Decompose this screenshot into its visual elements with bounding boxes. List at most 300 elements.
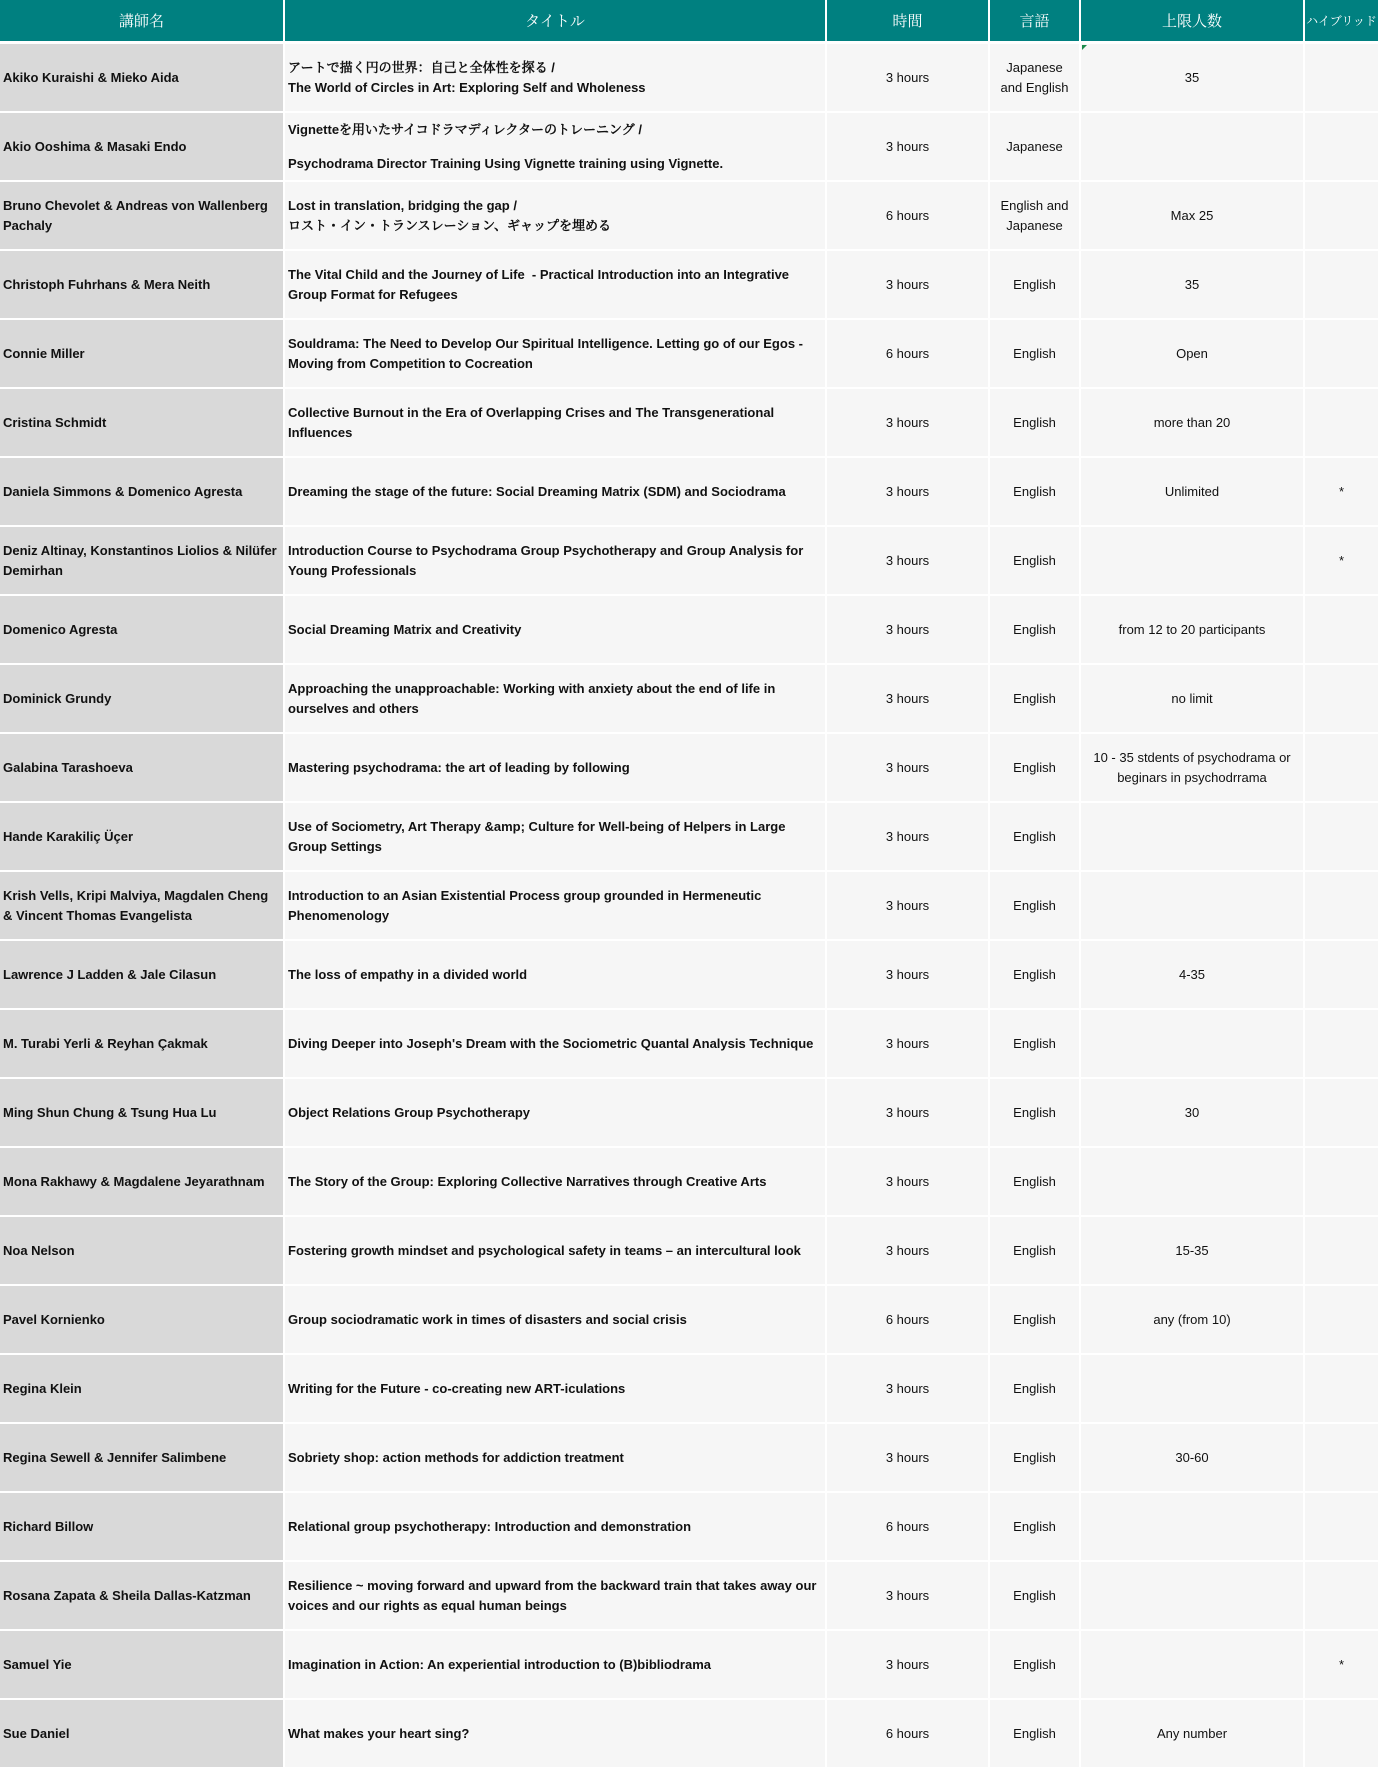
title-line-1: Object Relations Group Psychotherapy — [288, 1104, 530, 1120]
instructor-name-cell — [0, 665, 285, 734]
title-cell — [285, 113, 827, 182]
limit-cell — [1081, 44, 1305, 113]
instructor-name: Galabina Tarashoeva — [3, 759, 133, 775]
hybrid-cell — [1305, 527, 1380, 596]
time-value: 6 hours — [885, 345, 930, 361]
instructor-name-cell — [0, 527, 285, 596]
table-row — [0, 734, 1380, 803]
instructor-name: Noa Nelson — [3, 1242, 75, 1258]
header-language: 言語 — [990, 0, 1081, 44]
time-value: 6 hours — [885, 1311, 930, 1327]
instructor-name-cell — [0, 251, 285, 320]
limit-value: 15-35 — [1175, 1242, 1209, 1258]
instructor-name: Akio Ooshima & Masaki Endo — [3, 138, 187, 154]
time-cell — [827, 872, 990, 941]
limit-cell — [1081, 458, 1305, 527]
language-value: English — [1013, 759, 1056, 775]
title-cell — [285, 941, 827, 1010]
limit-value: 35 — [1184, 69, 1200, 85]
title-line-2: Psychodrama Director Training Using Vignette training using Vignette. — [288, 155, 724, 171]
instructor-name-cell — [0, 1355, 285, 1424]
title-spacer — [288, 140, 821, 154]
title-cell — [285, 1562, 827, 1631]
instructor-name-cell — [0, 803, 285, 872]
time-value: 3 hours — [885, 690, 930, 706]
time-value: 6 hours — [885, 207, 930, 223]
hybrid-cell — [1305, 458, 1380, 527]
table-row — [0, 458, 1380, 527]
instructor-name: M. Turabi Yerli & Reyhan Çakmak — [3, 1035, 208, 1051]
instructor-name: Akiko Kuraishi & Mieko Aida — [3, 69, 179, 85]
title-cell — [285, 1148, 827, 1217]
time-value: 3 hours — [885, 966, 930, 982]
limit-value: 30 — [1184, 1104, 1200, 1120]
hybrid-cell — [1305, 113, 1380, 182]
instructor-name-cell — [0, 113, 285, 182]
time-cell — [827, 734, 990, 803]
instructor-name-cell — [0, 1148, 285, 1217]
time-value: 3 hours — [885, 1587, 930, 1603]
limit-cell — [1081, 803, 1305, 872]
language-value: English — [1013, 1587, 1056, 1603]
instructor-name-cell — [0, 1424, 285, 1493]
instructor-name: Daniela Simmons & Domenico Agresta — [3, 483, 243, 499]
title-cell — [285, 44, 827, 113]
language-value: English — [1013, 552, 1056, 568]
title-cell — [285, 1424, 827, 1493]
table-row — [0, 941, 1380, 1010]
limit-cell — [1081, 1631, 1305, 1700]
limit-value: 10 - 35 stdents of psychodrama or beginars in psychodrrama — [1093, 749, 1291, 785]
title-line-1: Introduction Course to Psychodrama Group Psychotherapy and Group Analysis for Young Professionals — [288, 542, 807, 578]
table-body — [0, 44, 1380, 1769]
language-value: English — [1013, 621, 1056, 637]
limit-value: 35 — [1184, 276, 1200, 292]
table-row — [0, 1217, 1380, 1286]
instructor-name: Sue Daniel — [3, 1725, 70, 1741]
instructor-name: Samuel Yie — [3, 1656, 72, 1672]
title-cell — [285, 182, 827, 251]
table-row — [0, 803, 1380, 872]
language-value: Japanese and English — [1000, 59, 1069, 95]
table-row — [0, 872, 1380, 941]
header-row — [0, 0, 1380, 44]
header-time: 時間 — [827, 0, 990, 44]
instructor-name-cell — [0, 1631, 285, 1700]
hybrid-cell — [1305, 1700, 1380, 1769]
table-row — [0, 251, 1380, 320]
hybrid-cell — [1305, 1148, 1380, 1217]
limit-value: no limit — [1171, 690, 1213, 706]
time-value: 3 hours — [885, 1449, 930, 1465]
limit-value: Any number — [1156, 1725, 1228, 1741]
language-cell — [990, 458, 1081, 527]
language-cell — [990, 734, 1081, 803]
table-header — [0, 0, 1380, 44]
time-value: 3 hours — [885, 138, 930, 154]
instructor-name: Christoph Fuhrhans & Mera Neith — [3, 276, 211, 292]
instructor-name-cell — [0, 1079, 285, 1148]
limit-cell — [1081, 596, 1305, 665]
instructor-name-cell — [0, 44, 285, 113]
time-value: 6 hours — [885, 1725, 930, 1741]
limit-cell — [1081, 734, 1305, 803]
table-row — [0, 182, 1380, 251]
instructor-name-cell — [0, 1217, 285, 1286]
hybrid-marker: * — [1338, 1656, 1345, 1672]
title-line-1: Lost in translation, bridging the gap / — [288, 197, 517, 213]
language-cell — [990, 1700, 1081, 1769]
title-line-1: Souldrama: The Need to Develop Our Spiritual Intelligence. Letting go of our Egos - Moving from Competition to Cocreation — [288, 335, 807, 371]
time-value: 3 hours — [885, 276, 930, 292]
language-cell — [990, 1217, 1081, 1286]
time-cell — [827, 1700, 990, 1769]
time-value: 3 hours — [885, 1380, 930, 1396]
limit-cell — [1081, 320, 1305, 389]
title-cell — [285, 389, 827, 458]
language-value: English — [1013, 1656, 1056, 1672]
hybrid-cell — [1305, 251, 1380, 320]
time-cell — [827, 803, 990, 872]
language-value: Japanese — [1006, 138, 1063, 154]
title-line-1: Social Dreaming Matrix and Creativity — [288, 621, 522, 637]
language-value: English — [1013, 1104, 1056, 1120]
title-line-1: The Story of the Group: Exploring Collective Narratives through Creative Arts — [288, 1173, 767, 1189]
limit-cell — [1081, 1079, 1305, 1148]
table-row — [0, 389, 1380, 458]
time-cell — [827, 44, 990, 113]
instructor-name-cell — [0, 734, 285, 803]
instructor-name: Pavel Kornienko — [3, 1311, 105, 1327]
table-row — [0, 1700, 1380, 1769]
title-line-1: Group sociodramatic work in times of disasters and social crisis — [288, 1311, 687, 1327]
time-cell — [827, 182, 990, 251]
limit-value: more than 20 — [1153, 414, 1231, 430]
table-row — [0, 1010, 1380, 1079]
language-cell — [990, 872, 1081, 941]
instructor-name: Regina Klein — [3, 1380, 82, 1396]
table-row — [0, 1493, 1380, 1562]
hybrid-cell — [1305, 44, 1380, 113]
title-line-1: Resilience ~ moving forward and upward from the backward train that takes away our voices and our rights as equal human beings — [288, 1577, 821, 1613]
limit-value: 4-35 — [1178, 966, 1206, 982]
language-value: English — [1013, 1173, 1056, 1189]
language-cell — [990, 527, 1081, 596]
instructor-name: Ming Shun Chung & Tsung Hua Lu — [3, 1104, 217, 1120]
instructor-name: Domenico Agresta — [3, 621, 118, 637]
time-value: 6 hours — [885, 1518, 930, 1534]
instructor-name: Richard Billow — [3, 1518, 94, 1534]
time-cell — [827, 320, 990, 389]
language-cell — [990, 113, 1081, 182]
time-value: 3 hours — [885, 621, 930, 637]
table-row — [0, 1424, 1380, 1493]
title-line-1: The Vital Child and the Journey of Life - Practical Introduction into an Integrative Group Format for Refugees — [288, 266, 793, 302]
title-cell — [285, 1079, 827, 1148]
header-limit: 上限人数 — [1081, 0, 1305, 44]
title-line-1: Mastering psychodrama: the art of leading by following — [288, 759, 630, 775]
hybrid-cell — [1305, 1631, 1380, 1700]
language-value: English — [1013, 690, 1056, 706]
instructor-name-cell — [0, 389, 285, 458]
instructor-name: Hande Karakiliç Üçer — [3, 828, 134, 844]
title-cell — [285, 803, 827, 872]
header-name: 講師名 — [0, 0, 285, 44]
hybrid-cell — [1305, 1010, 1380, 1079]
hybrid-cell — [1305, 734, 1380, 803]
title-cell — [285, 665, 827, 734]
time-value: 3 hours — [885, 1104, 930, 1120]
language-value: English — [1013, 966, 1056, 982]
title-cell — [285, 1217, 827, 1286]
hybrid-cell — [1305, 665, 1380, 734]
title-line-1: Writing for the Future - co-creating new ART-iculations — [288, 1380, 626, 1396]
limit-value: any (from 10) — [1153, 1311, 1231, 1327]
language-value: English and Japanese — [1000, 197, 1069, 233]
hybrid-cell — [1305, 1217, 1380, 1286]
time-cell — [827, 527, 990, 596]
limit-cell — [1081, 1148, 1305, 1217]
instructor-name: Connie Miller — [3, 345, 85, 361]
instructor-name: Rosana Zapata & Sheila Dallas-Katzman — [3, 1587, 251, 1603]
limit-value: 30-60 — [1175, 1449, 1209, 1465]
title-cell — [285, 320, 827, 389]
time-cell — [827, 1148, 990, 1217]
hybrid-cell — [1305, 1079, 1380, 1148]
title-cell — [285, 251, 827, 320]
language-cell — [990, 182, 1081, 251]
instructor-name-cell — [0, 1010, 285, 1079]
language-value: English — [1013, 1035, 1056, 1051]
table-row — [0, 44, 1380, 113]
instructor-name: Cristina Schmidt — [3, 414, 107, 430]
table-row — [0, 320, 1380, 389]
time-cell — [827, 1493, 990, 1562]
time-cell — [827, 113, 990, 182]
limit-cell — [1081, 1286, 1305, 1355]
table-row — [0, 1631, 1380, 1700]
language-cell — [990, 1631, 1081, 1700]
limit-cell — [1081, 1010, 1305, 1079]
instructor-name-cell — [0, 1700, 285, 1769]
limit-value: Max 25 — [1170, 207, 1214, 223]
hybrid-cell — [1305, 1424, 1380, 1493]
language-cell — [990, 320, 1081, 389]
title-line-1: Introduction to an Asian Existential Process group grounded in Hermeneutic Phenomenology — [288, 887, 765, 923]
limit-cell — [1081, 941, 1305, 1010]
time-cell — [827, 596, 990, 665]
title-line-1: The loss of empathy in a divided world — [288, 966, 528, 982]
limit-value: Unlimited — [1164, 483, 1220, 499]
title-cell — [285, 1010, 827, 1079]
hybrid-cell — [1305, 1493, 1380, 1562]
limit-cell — [1081, 182, 1305, 251]
hybrid-cell — [1305, 389, 1380, 458]
language-cell — [990, 1424, 1081, 1493]
title-line-1: Use of Sociometry, Art Therapy &amp; Culture for Well-being of Helpers in Large Group Settings — [288, 818, 790, 854]
time-value: 3 hours — [885, 828, 930, 844]
title-line-2: The World of Circles in Art: Exploring Self and Wholeness — [288, 79, 646, 95]
language-cell — [990, 1148, 1081, 1217]
time-cell — [827, 941, 990, 1010]
time-value: 3 hours — [885, 483, 930, 499]
time-cell — [827, 1079, 990, 1148]
language-value: English — [1013, 1380, 1056, 1396]
limit-cell — [1081, 1700, 1305, 1769]
time-cell — [827, 1355, 990, 1424]
time-cell — [827, 1562, 990, 1631]
language-value: English — [1013, 1518, 1056, 1534]
instructor-name-cell — [0, 458, 285, 527]
time-value: 3 hours — [885, 69, 930, 85]
time-cell — [827, 389, 990, 458]
title-cell — [285, 734, 827, 803]
time-value: 3 hours — [885, 897, 930, 913]
table-row — [0, 1562, 1380, 1631]
limit-cell — [1081, 389, 1305, 458]
title-line-1: Dreaming the stage of the future: Social Dreaming Matrix (SDM) and Sociodrama — [288, 483, 786, 499]
limit-cell — [1081, 1493, 1305, 1562]
hybrid-cell — [1305, 182, 1380, 251]
title-cell — [285, 872, 827, 941]
title-line-1: Relational group psychotherapy: Introduction and demonstration — [288, 1518, 692, 1534]
table-row — [0, 1079, 1380, 1148]
language-cell — [990, 1079, 1081, 1148]
instructor-name-cell — [0, 596, 285, 665]
limit-value: from 12 to 20 participants — [1118, 621, 1266, 637]
instructor-name: Krish Vells, Kripi Malviya, Magdalen Cheng & Vincent Thomas Evangelista — [3, 887, 269, 923]
limit-cell — [1081, 527, 1305, 596]
instructor-name-cell — [0, 872, 285, 941]
time-cell — [827, 251, 990, 320]
limit-cell — [1081, 251, 1305, 320]
instructor-name-cell — [0, 1493, 285, 1562]
time-cell — [827, 1217, 990, 1286]
language-value: English — [1013, 1311, 1056, 1327]
language-cell — [990, 1286, 1081, 1355]
hybrid-marker: * — [1338, 552, 1345, 568]
instructor-name: Dominick Grundy — [3, 690, 112, 706]
time-cell — [827, 1424, 990, 1493]
title-cell — [285, 527, 827, 596]
title-line-1: Collective Burnout in the Era of Overlapping Crises and The Transgenerational Influences — [288, 404, 778, 440]
table-row — [0, 527, 1380, 596]
instructor-name: Deniz Altinay, Konstantinos Liolios & Nilüfer Demirhan — [3, 542, 277, 578]
instructor-name-cell — [0, 941, 285, 1010]
time-cell — [827, 665, 990, 734]
header-title: タイトル — [285, 0, 827, 44]
table-row — [0, 113, 1380, 182]
language-value: English — [1013, 1449, 1056, 1465]
table-row — [0, 1355, 1380, 1424]
cell-comment-indicator-icon — [1082, 45, 1087, 50]
instructor-name: Mona Rakhawy & Magdalene Jeyarathnam — [3, 1173, 265, 1189]
hybrid-cell — [1305, 872, 1380, 941]
instructor-name-cell — [0, 1562, 285, 1631]
title-cell — [285, 1700, 827, 1769]
limit-cell — [1081, 1217, 1305, 1286]
time-cell — [827, 1631, 990, 1700]
language-value: English — [1013, 345, 1056, 361]
title-line-1: Diving Deeper into Joseph's Dream with the Sociometric Quantal Analysis Technique — [288, 1035, 814, 1051]
language-cell — [990, 665, 1081, 734]
table-row — [0, 596, 1380, 665]
title-line-1: What makes your heart sing? — [288, 1725, 470, 1741]
hybrid-cell — [1305, 1355, 1380, 1424]
language-cell — [990, 251, 1081, 320]
hybrid-cell — [1305, 1286, 1380, 1355]
language-value: English — [1013, 483, 1056, 499]
language-value: English — [1013, 414, 1056, 430]
language-value: English — [1013, 897, 1056, 913]
language-cell — [990, 44, 1081, 113]
title-cell — [285, 1631, 827, 1700]
time-value: 3 hours — [885, 1656, 930, 1672]
time-value: 3 hours — [885, 1035, 930, 1051]
title-line-2: ロスト・イン・トランスレーション、ギャップを埋める — [288, 217, 612, 233]
language-cell — [990, 1010, 1081, 1079]
title-line-1: Vignetteを用いたサイコドラマディレクターのトレーニング / — [288, 121, 643, 137]
limit-value: Open — [1176, 345, 1208, 361]
header-hybrid: ハイブリッド — [1305, 0, 1380, 44]
title-cell — [285, 1493, 827, 1562]
time-value: 3 hours — [885, 759, 930, 775]
title-cell — [285, 1286, 827, 1355]
time-cell — [827, 1010, 990, 1079]
limit-cell — [1081, 872, 1305, 941]
limit-cell — [1081, 113, 1305, 182]
instructor-name: Lawrence J Ladden & Jale Cilasun — [3, 966, 217, 982]
limit-cell — [1081, 1424, 1305, 1493]
instructor-name-cell — [0, 182, 285, 251]
language-value: English — [1013, 828, 1056, 844]
title-cell — [285, 596, 827, 665]
table-row — [0, 665, 1380, 734]
limit-cell — [1081, 1355, 1305, 1424]
hybrid-cell — [1305, 596, 1380, 665]
time-cell — [827, 1286, 990, 1355]
language-cell — [990, 596, 1081, 665]
time-cell — [827, 458, 990, 527]
hybrid-cell — [1305, 941, 1380, 1010]
language-cell — [990, 803, 1081, 872]
instructor-name-cell — [0, 1286, 285, 1355]
title-line-1: Sobriety shop: action methods for addiction treatment — [288, 1449, 624, 1465]
time-value: 3 hours — [885, 1242, 930, 1258]
instructor-name: Bruno Chevolet & Andreas von Wallenberg Pachaly — [3, 197, 268, 233]
time-value: 3 hours — [885, 414, 930, 430]
title-line-1: Imagination in Action: An experiential introduction to (B)bibliodrama — [288, 1656, 711, 1672]
language-cell — [990, 389, 1081, 458]
limit-cell — [1081, 665, 1305, 734]
time-value: 3 hours — [885, 552, 930, 568]
table-row — [0, 1148, 1380, 1217]
title-cell — [285, 1355, 827, 1424]
title-line-1: Fostering growth mindset and psychological safety in teams – an intercultural look — [288, 1242, 801, 1258]
limit-cell — [1081, 1562, 1305, 1631]
title-line-1: アートで描く円の世界：自己と全体性を探る / — [288, 59, 555, 75]
hybrid-cell — [1305, 803, 1380, 872]
time-value: 3 hours — [885, 1173, 930, 1189]
hybrid-marker: * — [1338, 483, 1345, 499]
language-cell — [990, 1493, 1081, 1562]
instructor-name: Regina Sewell & Jennifer Salimbene — [3, 1449, 227, 1465]
title-line-1: Approaching the unapproachable: Working with anxiety about the end of life in ourselves and others — [288, 680, 779, 716]
language-cell — [990, 1355, 1081, 1424]
language-cell — [990, 941, 1081, 1010]
language-cell — [990, 1562, 1081, 1631]
instructor-name-cell — [0, 320, 285, 389]
